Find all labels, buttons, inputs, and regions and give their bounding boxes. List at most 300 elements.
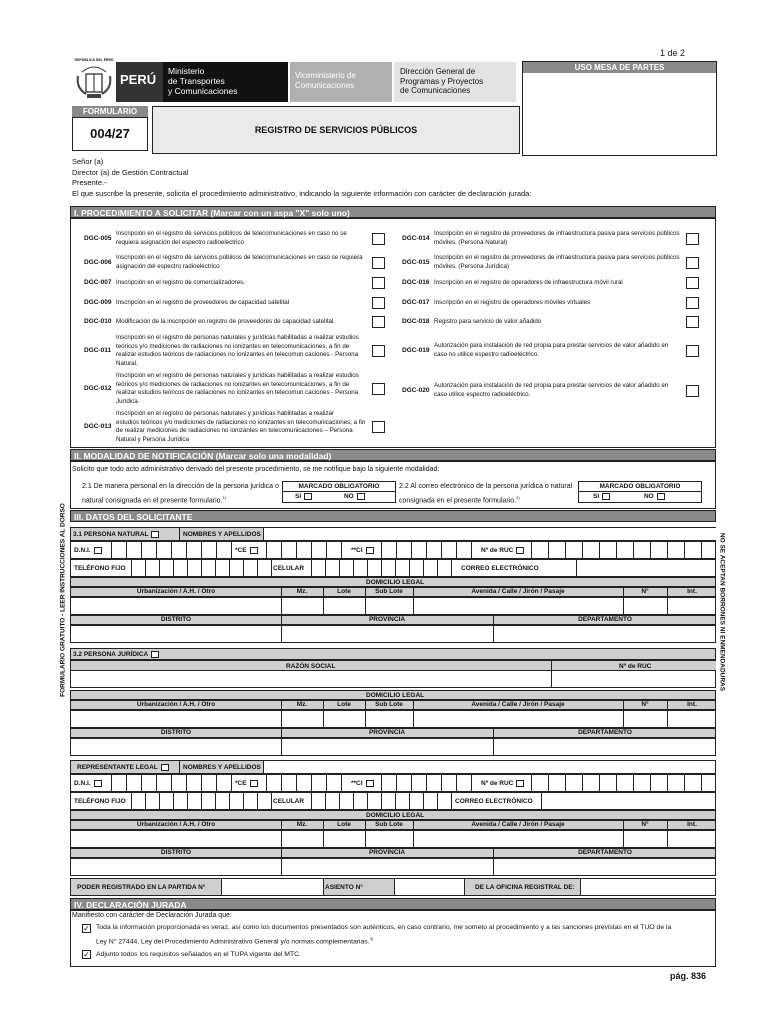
proc-right-desc-line: móviles. (Persona Natural)	[434, 238, 508, 246]
rep-dni-label: D.N.I.	[74, 780, 91, 788]
intro-line-2: Director (a) de Gestión Contractual	[72, 167, 189, 177]
pn-urb-label: Urbanización / A.H. / Otro	[136, 588, 216, 595]
vice-block	[290, 62, 392, 102]
rep-distrito-label: DISTRITO	[160, 849, 192, 856]
proc-left-desc-line: asignación del espectro radioeléctrico	[116, 262, 220, 270]
grid-line	[367, 560, 368, 576]
grid-line	[423, 560, 424, 576]
rep-ce-checkbox[interactable]	[250, 780, 258, 787]
proc-left-desc-line: estudios teóricos y/o mediciones de radiaciones no ionizantes en telecomunicaciones, a fin	[116, 418, 366, 426]
oficina-label: DE LA OFICINA REGISTRAL DE:	[475, 884, 575, 891]
proc-left-desc	[116, 318, 335, 327]
pn-id-row	[70, 541, 716, 559]
rep-provincia-label: PROVINCIA	[368, 849, 406, 856]
grid-line	[231, 542, 232, 558]
marcado-box-1	[282, 481, 396, 503]
proc-right-desc	[434, 254, 680, 271]
pn-mz-label: Mz.	[296, 588, 308, 595]
proc-left-checkbox[interactable]	[372, 345, 385, 357]
grid-line	[409, 793, 410, 809]
grid-line	[216, 542, 217, 558]
pn-distrito-label: DISTRITO	[160, 616, 192, 623]
grid-line	[701, 542, 702, 558]
rep-ruc-checkbox[interactable]	[516, 780, 524, 787]
proc-left-desc	[116, 299, 289, 308]
rep-addr-header	[70, 820, 716, 830]
grid-line	[171, 775, 172, 791]
proc-left-checkbox[interactable]	[372, 421, 385, 433]
grid-line	[131, 560, 132, 576]
rep-id-row	[70, 774, 716, 792]
grid-line	[145, 560, 146, 576]
vice-line-2: Comunicaciones	[295, 81, 355, 90]
pn-sublote-label: Sub Lote	[375, 588, 403, 595]
grid-line	[396, 775, 397, 791]
pn-provincia-label: PROVINCIA	[368, 616, 406, 623]
proc-left-checkbox[interactable]	[372, 383, 385, 395]
sec4-item-2: Adjunto todos los requisitos señalados en el TUPA vigente del MTC.	[96, 951, 301, 958]
section-2-header: II. MODALIDAD DE NOTIFICACIÓN (Marcar solo una modalidad)	[70, 449, 716, 461]
grid-line	[187, 560, 188, 576]
pj-int-label: Int.	[687, 701, 697, 708]
proc-right-desc-line: Inscripción en el registro de operadores móviles virtuales	[434, 299, 591, 306]
grid-line	[423, 793, 424, 809]
pn-n-label: N°	[641, 588, 649, 595]
uso-mesa-title: USO MESA DE PARTES	[523, 62, 716, 73]
sec2-option-1	[82, 481, 279, 506]
si-checkbox-2[interactable]	[602, 493, 610, 500]
crest-logo	[72, 62, 116, 102]
grid-line	[541, 793, 542, 809]
rep-contact-row	[70, 792, 716, 810]
pn-tel-label: TELÉFONO FIJO	[74, 565, 126, 572]
grid-line	[576, 560, 577, 576]
proc-right-code: DGC-019	[402, 346, 430, 354]
sec2-opt2-sup: 2)	[516, 495, 520, 500]
grid-line	[257, 793, 258, 809]
proc-left-desc-line: Inscripción en el registro de personas naturales y jurídicas habilitadas a realizar	[116, 410, 335, 417]
grid-line	[156, 775, 157, 791]
grid-line	[667, 542, 668, 558]
proc-right-desc-line: Inscripción en el registro de proveedores de infraestructura pasiva para servicios públicos	[434, 254, 680, 261]
sec2-opt1-sup: 1)	[222, 495, 227, 500]
proc-left-code: DGC-012	[84, 385, 112, 392]
pn-ci-checkbox[interactable]	[366, 547, 374, 554]
grid-line	[201, 542, 202, 558]
rep-mz-label: Mz.	[296, 821, 308, 828]
grid-line	[325, 560, 326, 576]
pj-domicilio-row	[70, 690, 716, 700]
rep-ci-label: **CI	[351, 780, 363, 788]
grid-line	[451, 793, 452, 809]
grid-line	[281, 542, 282, 558]
grid-line	[201, 775, 202, 791]
grid-line	[341, 775, 342, 791]
sec4-check-1[interactable]: ✓	[83, 924, 90, 933]
rep-label: REPRESENTANTE LEGAL	[77, 764, 158, 772]
form-number-box	[72, 117, 148, 151]
rep-correo-label: CORREO ELECTRÓNICO	[455, 798, 533, 805]
pj-ruc-label: Nº de RUC	[619, 663, 652, 670]
pj-checkbox[interactable]	[151, 651, 159, 658]
proc-right-desc-line: Inscripción en el registro de proveedores de infraestructura pasiva para servicios públicos	[434, 230, 680, 237]
grid-line	[353, 793, 354, 809]
side-text-left: FORMULARIO GRATUITO - LEER INSTRUCCIONES AL DORSO	[59, 503, 67, 697]
grid-line	[548, 775, 549, 791]
grid-line	[325, 793, 326, 809]
grid-line	[341, 542, 342, 558]
grid-line	[531, 775, 532, 791]
grid-line	[441, 775, 442, 791]
proc-right-desc	[434, 342, 668, 359]
grid-line	[201, 793, 202, 809]
form-title-box	[152, 106, 520, 154]
pn-dni-checkbox[interactable]	[94, 547, 102, 554]
grid-line	[187, 793, 188, 809]
grid-line	[156, 542, 157, 558]
no-checkbox-1[interactable]	[357, 493, 365, 500]
pn-ubig-values	[70, 625, 716, 643]
grid-line	[326, 542, 327, 558]
grid-line	[599, 775, 600, 791]
proc-left-desc-line: Inscripción en el registro de servicios públicos de telecomunicaciones en caso no se	[116, 230, 347, 237]
proc-right-checkbox[interactable]	[686, 233, 699, 245]
si-label-1: SI	[295, 493, 302, 501]
grid-line	[616, 775, 617, 791]
pn-ce-label: *CE	[235, 547, 247, 555]
sec2-opt2-line-1: 2.2 Al correo electrónico de la persona jurídica o natural	[399, 483, 573, 490]
grid-line	[126, 542, 127, 558]
grid-line	[281, 775, 282, 791]
grid-line	[684, 775, 685, 791]
page-footer: pág. 836	[670, 971, 707, 981]
pj-depto-label: DEPARTAMENTO	[578, 729, 632, 736]
pn-av-label: Avenida / Calle / Jirón / Pasaje	[471, 588, 565, 595]
proc-right-code: DGC-015	[402, 258, 430, 266]
grid-line	[326, 775, 327, 791]
grid-line	[633, 542, 634, 558]
proc-left-checkbox[interactable]	[372, 233, 385, 245]
proc-left-desc-line: Inscripción en el registro de personas naturales y jurídicas habilitadas a realizar estudios	[116, 372, 359, 379]
rep-ci-checkbox[interactable]	[366, 780, 374, 787]
dg-block	[394, 62, 516, 102]
pj-mz-label: Mz.	[296, 701, 308, 708]
form-number: 004/27	[90, 126, 130, 141]
grid-line	[296, 775, 297, 791]
grid-line	[396, 542, 397, 558]
grid-line	[229, 793, 230, 809]
grid-line	[266, 775, 267, 791]
grid-line	[599, 542, 600, 558]
proc-left-desc-line: Natural y Persona Jurídica	[116, 435, 189, 443]
intro-line-3: Presente.-	[72, 178, 107, 187]
grid-line	[201, 560, 202, 576]
pn-checkbox[interactable]	[151, 531, 159, 538]
pn-addr-values	[70, 597, 716, 615]
grid-line	[231, 775, 232, 791]
grid-line	[395, 793, 396, 809]
proc-left-desc	[116, 230, 347, 247]
grid-line	[548, 542, 549, 558]
rep-checkbox[interactable]	[161, 764, 169, 771]
poder-label: PODER REGISTRADO EN LA PARTIDA N°	[77, 884, 206, 891]
grid-line	[411, 775, 412, 791]
rep-nombres-label: NOMBRES Y APELLIDOS	[183, 764, 261, 771]
grid-line	[531, 542, 532, 558]
intro-line-1: Señor (a)	[72, 157, 104, 166]
rep-ruc-label: Nº de RUC	[481, 780, 514, 788]
grid-line	[650, 542, 651, 558]
grid-line	[215, 793, 216, 809]
pn-contact-row	[70, 559, 716, 577]
pn-ruc-checkbox[interactable]	[516, 547, 524, 554]
pn-ubig-header	[70, 615, 716, 625]
grid-line	[271, 560, 272, 576]
peru-block	[116, 62, 163, 102]
pj-domicilio-label: DOMICILIO LEGAL	[366, 692, 425, 699]
sec2-opt1-line-2: natural consignada en el presente formulario.	[82, 497, 223, 505]
grid-line	[565, 542, 566, 558]
grid-line	[216, 775, 217, 791]
sec4-item-1	[96, 922, 671, 947]
pj-razon-field[interactable]	[72, 672, 550, 687]
poder-row	[70, 878, 716, 896]
proc-left-desc-line: Inscripción en el registro de servicios públicos de telecomunicaciones en caso se requiera	[116, 254, 363, 261]
proc-right-desc	[434, 382, 668, 399]
grid-line	[367, 793, 368, 809]
pn-label: 3.1 PERSONA NATURAL	[73, 531, 149, 539]
grid-line	[141, 542, 142, 558]
grid-line	[667, 775, 668, 791]
pj-razon-row	[70, 660, 716, 688]
rep-depto-label: DEPARTAMENTO	[578, 849, 632, 856]
pn-addr-header	[70, 587, 716, 597]
proc-right-desc-line: Inscripción en el registro de operadores de infraestructura móvil rural	[434, 279, 623, 286]
rep-addr-values	[70, 830, 716, 848]
grid-line	[633, 775, 634, 791]
grid-line	[271, 793, 272, 809]
grid-line	[126, 775, 127, 791]
grid-line	[173, 560, 174, 576]
rep-tel-label: TELÉFONO FIJO	[74, 798, 126, 805]
pj-ubig-values	[70, 738, 716, 756]
proc-right-checkbox[interactable]	[686, 297, 699, 309]
no-checkbox-2[interactable]	[657, 493, 665, 500]
pn-int-label: Int.	[687, 588, 697, 595]
ministry-line-1: Ministerio	[168, 66, 205, 76]
rep-ce-label: *CE	[235, 780, 247, 788]
proc-right-code: DGC-018	[402, 318, 430, 326]
si-label-2: SI	[593, 493, 600, 501]
form-label: FORMULARIO	[72, 106, 148, 117]
proc-left-desc-line: de realizar mediciones de radiaciones no ionizantes en telecomunicaciones – Persona	[116, 427, 353, 434]
grid-line	[131, 793, 132, 809]
pj-razon-label: RAZÓN SOCIAL	[286, 663, 336, 670]
proc-left-desc	[116, 279, 245, 288]
dg-line-1: Dirección General de	[400, 67, 476, 76]
proc-left-desc-line: realizar estudios teóricos de radiaciones no ionizantes en telecomun caciones - Persona	[116, 351, 359, 358]
grid-line	[257, 560, 258, 576]
grid-line	[471, 542, 472, 558]
rep-ubig-values	[70, 858, 716, 876]
grid-line	[296, 542, 297, 558]
uso-mesa-box	[522, 61, 717, 156]
grid-line	[215, 560, 216, 576]
grid-line	[395, 560, 396, 576]
no-label-1: NO	[343, 493, 354, 501]
grid-line	[437, 793, 438, 809]
sec4-check-2[interactable]: ✓	[83, 950, 90, 959]
grid-line	[426, 542, 427, 558]
sec4-item1-sup: 3)	[369, 936, 374, 941]
ministry-line-2: de Transportes	[168, 76, 225, 86]
grid-line	[171, 542, 172, 558]
grid-line	[684, 542, 685, 558]
rep-row	[70, 760, 716, 774]
grid-line	[353, 560, 354, 576]
dg-line-3: de Comunicaciones	[400, 86, 471, 95]
proc-right-checkbox[interactable]	[686, 257, 699, 269]
pj-label: 3.2 PERSONA JURÍDICA	[73, 651, 149, 659]
proc-right-checkbox[interactable]	[686, 277, 699, 289]
grid-line	[243, 793, 244, 809]
proc-right-desc-line: Autorización para instalación de red propia para prestar servicios de valor añadido en	[434, 382, 669, 389]
rep-dni-checkbox[interactable]	[94, 780, 102, 787]
pj-addr-values	[70, 710, 716, 728]
proc-right-checkbox[interactable]	[686, 385, 699, 397]
proc-left-desc-line: teóricos y/o mediciones de radiaciones no ionizantes en telecomunicaciones, a fin de	[116, 380, 350, 388]
proc-left-desc-line: Inscripción en el registro de proveedores de capacidad satelital	[116, 299, 290, 306]
pn-correo-label: CORREO ELECTRÓNICO	[461, 565, 539, 572]
section-4-header: IV. DECLARACIÓN JURADA	[70, 898, 716, 910]
sec2-option-2	[399, 481, 572, 506]
proc-left-desc	[116, 410, 365, 444]
grid-line	[565, 775, 566, 791]
grid-line	[141, 775, 142, 791]
vice-line-1: Viceministerio de	[295, 71, 356, 80]
proc-right-code: DGC-020	[402, 386, 430, 394]
pj-provincia-label: PROVINCIA	[368, 729, 406, 736]
proc-right-desc-line: móviles. (Persona Jurídica)	[434, 262, 509, 270]
pn-ce-checkbox[interactable]	[250, 547, 258, 554]
pn-cel-label: CELULAR	[273, 565, 305, 572]
pn-row	[70, 527, 716, 541]
side-text-right: NO SE ACEPTAN BORRONES NI ENMENDADURAS	[718, 532, 726, 692]
marcado-box-2	[578, 481, 702, 503]
si-checkbox-1[interactable]	[304, 493, 312, 500]
sec4-item1-line-1: Toda la información proporcionada es veraz, así como los documentos presentados son auténticos, en caso contrario, me someto al procedimiento y a las sanciones previstas en el TUO de la	[96, 924, 672, 931]
pn-dni-label: D.N.I.	[74, 547, 91, 555]
grid-line	[426, 775, 427, 791]
proc-left-checkbox[interactable]	[372, 316, 385, 328]
proc-right-code: DGC-017	[402, 299, 430, 307]
ministry-line-3: y Comunicaciones	[168, 86, 238, 96]
proc-left-desc	[116, 372, 359, 406]
grid-line	[451, 560, 452, 576]
intro-line-4: El que suscribe la presente, solicita el procedimiento administrativo, indicando la siguiente información con carácter de declaración jurada:	[72, 188, 532, 198]
proc-right-code: DGC-016	[402, 279, 430, 287]
grid-line	[411, 542, 412, 558]
pj-sublote-label: Sub Lote	[375, 701, 403, 708]
proc-right-checkbox[interactable]	[686, 345, 699, 357]
sec2-opt2-line-2: consignada en el presente formulario.	[399, 497, 517, 505]
proc-left-checkbox[interactable]	[372, 297, 385, 309]
grid-line	[339, 560, 340, 576]
sec4-item1-line-2: Ley N° 27444, Ley del Procedimiento Administrativo General y/o normas complementarias.	[96, 938, 370, 946]
pj-urb-label: Urbanización / A.H. / Otro	[136, 701, 216, 708]
pj-lote-label: Lote	[337, 701, 351, 708]
grid-line	[311, 560, 312, 576]
proc-right-checkbox[interactable]	[686, 316, 699, 328]
grid-line	[159, 560, 160, 576]
proc-left-desc-line: realizar estudios teóricos de radiaciones no ionizantes en telecomun caciones - Persona	[116, 389, 359, 396]
page-counter: 1 de 2	[660, 48, 686, 58]
asiento-label: ASIENTO N°	[325, 884, 363, 891]
pj-addr-header	[70, 700, 716, 710]
proc-left-desc-line: Jurídica.	[116, 397, 140, 405]
grid-line	[471, 775, 472, 791]
pn-ci-label: **CI	[351, 547, 363, 555]
proc-right-desc-line: Autorización para instalación de red propia para prestar servicios de valor añadido en	[434, 342, 669, 349]
ministry-block	[163, 62, 288, 102]
pn-depto-label: DEPARTAMENTO	[578, 616, 632, 623]
proc-right-desc-line: Registro para servicio de valor añadido	[434, 318, 542, 325]
proc-left-desc-line: Inscripción en el registro de personas naturales y jurídicas habilitadas a realizar estudios	[116, 334, 359, 341]
rep-cel-label: CELULAR	[273, 798, 305, 805]
proc-left-code: DGC-013	[84, 423, 112, 430]
grid-line	[650, 775, 651, 791]
pn-nombres-field[interactable]	[264, 528, 716, 540]
pn-domicilio-row	[70, 577, 716, 587]
proc-left-checkbox[interactable]	[372, 277, 385, 289]
form-title: REGISTRO DE SERVICIOS PÚBLICOS	[254, 125, 418, 135]
proc-right-desc	[434, 279, 623, 288]
grid-line	[339, 793, 340, 809]
proc-left-checkbox[interactable]	[372, 257, 385, 269]
grid-line	[381, 542, 382, 558]
grid-line	[381, 793, 382, 809]
pj-distrito-label: DISTRITO	[160, 729, 192, 736]
proc-left-desc	[116, 254, 363, 271]
proc-left-desc-line: requiera asignación del espectro radioeléctrico	[116, 238, 244, 246]
proc-left-code: DGC-009	[84, 299, 112, 307]
proc-left-code: DGC-007	[84, 279, 112, 287]
pj-ubig-header	[70, 728, 716, 738]
grid-line	[173, 793, 174, 809]
marcado-label-1: MARCADO OBLIGATORIO	[283, 482, 395, 492]
grid-line	[229, 560, 230, 576]
proc-left-code: DGC-005	[84, 234, 112, 242]
pn-domicilio-label: DOMICILIO LEGAL	[366, 579, 425, 586]
pn-lote-label: Lote	[337, 588, 351, 595]
proc-left-desc-line: Inscripción en el registro de comercializadores.	[116, 279, 245, 286]
rep-sublote-label: Sub Lote	[375, 821, 403, 828]
grid-line	[159, 793, 160, 809]
pj-av-label: Avenida / Calle / Jirón / Pasaje	[471, 701, 565, 708]
grid-line	[381, 775, 382, 791]
rep-ubig-header	[70, 848, 716, 858]
rep-domicilio-label: DOMICILIO LEGAL	[366, 812, 425, 819]
pn-correo-field[interactable]	[536, 561, 646, 575]
grid-line	[111, 542, 112, 558]
rep-urb-label: Urbanización / A.H. / Otro	[136, 821, 216, 828]
marcado-label-2: MARCADO OBLIGATORIO	[579, 482, 701, 492]
section-1-header: I. PROCEDIMIENTO A SOLICITAR (Marcar con un aspa "X" solo uno)	[70, 206, 716, 218]
pj-n-label: N°	[641, 701, 649, 708]
proc-right-desc-line: caso utilice espectro radioeléctrico.	[434, 390, 531, 398]
rep-int-label: Int.	[687, 821, 697, 828]
pn-nombres-label: NOMBRES Y APELLIDOS	[183, 531, 261, 538]
